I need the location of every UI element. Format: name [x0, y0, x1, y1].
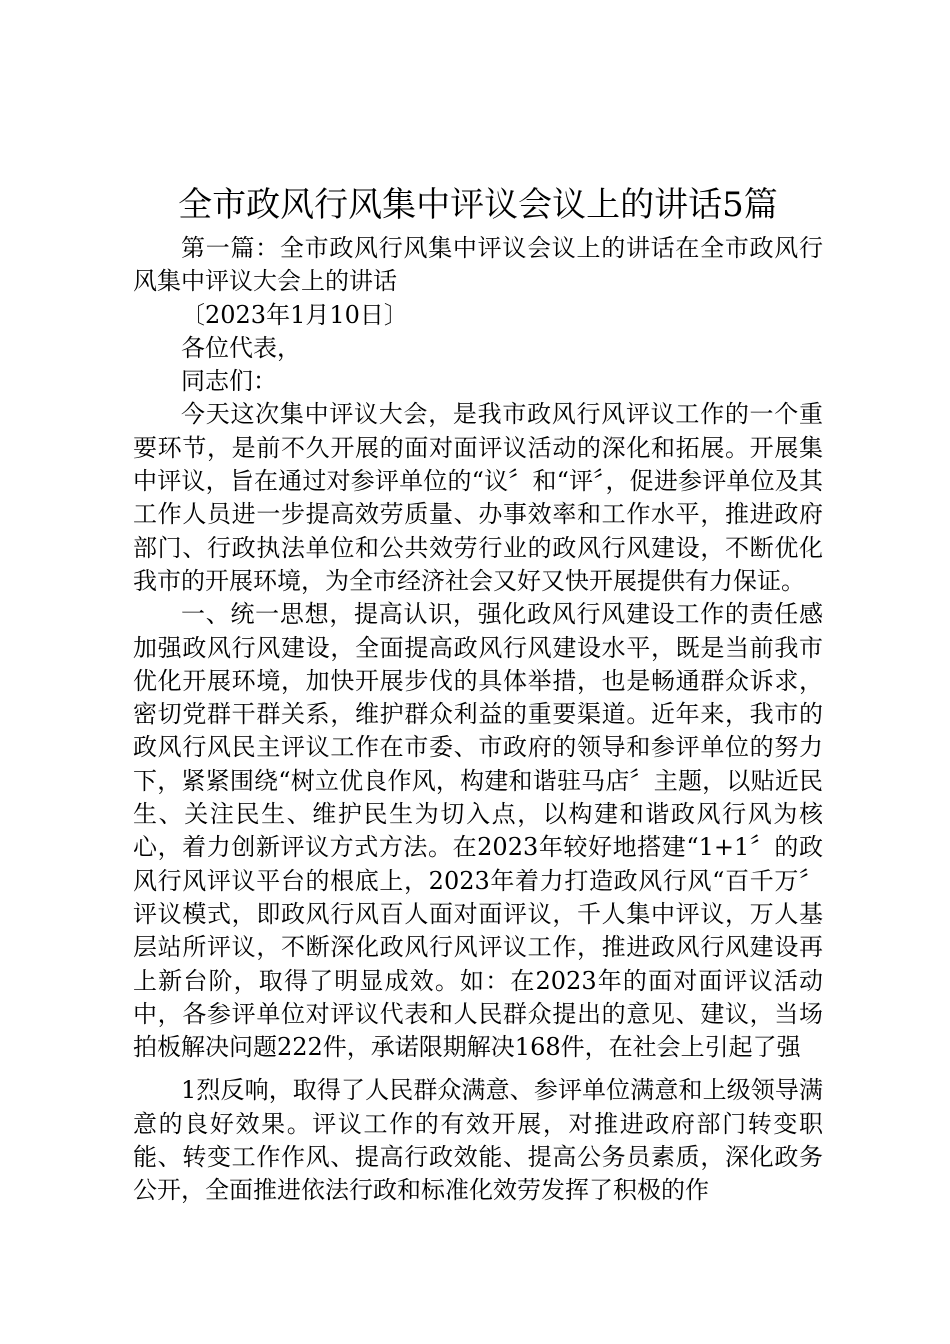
paragraph-section-one: 一、统一思想，提高认识，强化政风行风建设工作的责任感加强政风行风建设，全面提高政风行风建设水平，既是当前我市优化开展环境，加快开展步伐的具体举措，也是畅通群众诉求，密切党群干群关系，维护群众利益的重要渠道。近年来，我市的政风行风民主评议工作在市委、市政府的领导和参评单位的努力下，紧紧围绕“树立优良作风，构建和谐驻马店〞主题，以贴近民生、关注民生、维护民生为切入点，以构建和谐政风行风为核心，着力创新评议方式方法。在2023年较好地搭建“1+1〞的政风行风评议平台的根底上，2023年着力打造政风行风“百千万〞评议模式，即政风行风百人面对面评议，千人集中评议，万人基层站所评议，不断深化政风行风评议工作，推进政风行风建设再上新台阶，取得了明显成效。如：在2023年的面对面评议活动中，各参评单位对评议代表和人民群众提出的意见、建议，当场拍板解决问题222件，承诺限期解决168件，在社会上引起了强 — [133, 600, 823, 1062]
paragraph-opening: 今天这次集中评议大会，是我市政风行风评议工作的一个重要环节，是前不久开展的面对面评议活动的深化和拓展。开展集中评议，旨在通过对参评单位的“议〞和“评〞，促进参评单位及其工作人员进一步提高效劳质量、办事效率和工作水平，推进政府部门、行政执法单位和公共效劳行业的政风行风建设，不断优化我市的开展环境，为全市经济社会又好又快开展提供有力保证。 — [133, 400, 823, 595]
document-title: 全市政风行风集中评议会议上的讲话5篇 — [178, 185, 778, 225]
paragraph-date: 〔2023年1月10日〕 — [181, 300, 408, 329]
paragraph-salutation-delegates: 各位代表， — [181, 333, 301, 362]
paragraph-salutation-comrades: 同志们： — [181, 367, 277, 396]
document-page — [133, 180, 823, 1208]
paragraph-continuation: 1烈反响，取得了人民群众满意、参评单位满意和上级领导满意的良好效果。评议工作的有效开展，对推进政府部门转变职能、转变工作作风、提高行政效能、提高公务员素质，深化政务公开，全面推进依法行政和标准化效劳发挥了积极的作 — [133, 1076, 823, 1205]
paragraph-intro: 第一篇：全市政风行风集中评议会议上的讲话在全市政风行风集中评议大会上的讲话 — [133, 234, 823, 296]
